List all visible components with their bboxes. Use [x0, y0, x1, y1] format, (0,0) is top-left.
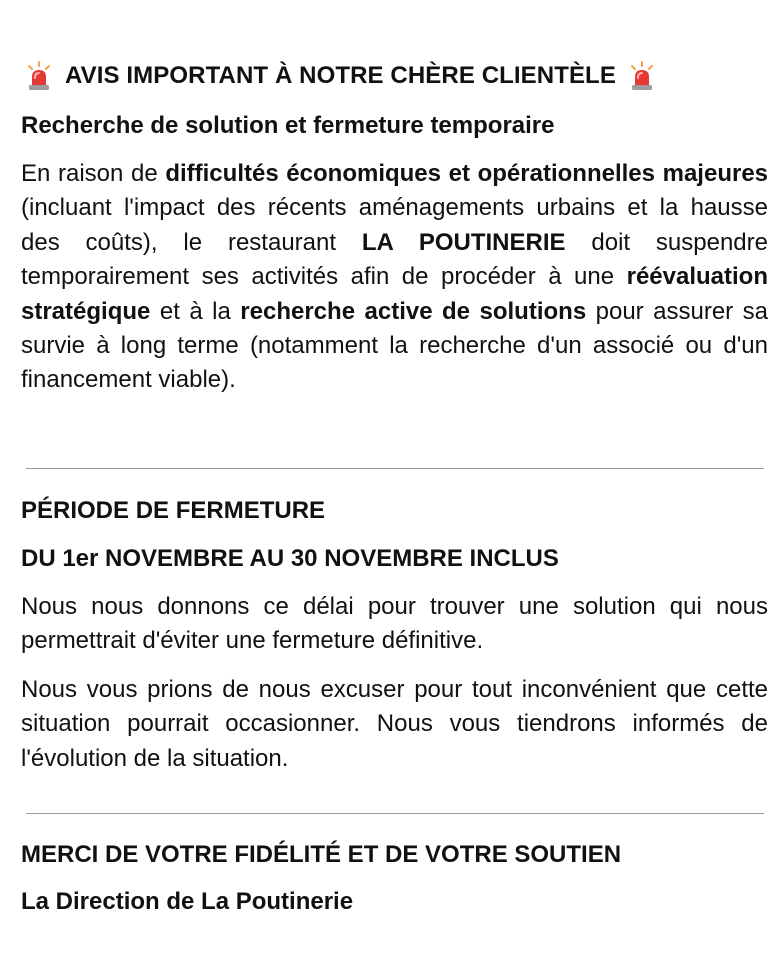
apology-paragraph: Nous vous prions de nous excuser pour tout inconvénient que cette situation pourrait occasionner. Nous vous tiendrons informés de l'évolution de la situation. [21, 676, 768, 772]
notice-subtitle: Recherche de solution et fermeture temporaire [21, 112, 555, 139]
intro-text: En raison de [21, 160, 166, 187]
intro-text: (incluant l'impact des récents aménagements urbains et la hausse des coûts), le restaurant [21, 194, 768, 256]
siren-icon [629, 61, 655, 91]
closure-heading: PÉRIODE DE FERMETURE [21, 497, 326, 524]
intro-text: pour assurer sa survie à long terme (notamment la recherche d'un associé ou d'un financement viable). [21, 297, 768, 394]
siren-icon [26, 61, 52, 91]
intro-bold: recherche active de solutions [240, 297, 587, 325]
divider [26, 468, 764, 469]
intro-bold: réévaluation stratégique [21, 263, 768, 325]
signature: La Direction de La Poutinerie [21, 888, 354, 915]
closure-dates: DU 1er NOVEMBRE AU 30 NOVEMBRE INCLUS [21, 545, 559, 572]
intro-bold: difficultés économiques et opérationnelles majeures [165, 160, 769, 187]
thanks-heading: MERCI DE VOTRE FIDÉLITÉ ET DE VOTRE SOUTIEN [21, 841, 622, 868]
closure-paragraph: Nous nous donnons ce délai pour trouver une solution qui nous permettrait d'éviter une fermeture définitive. [21, 593, 768, 655]
restaurant-name: LA POUTINERIE [361, 228, 566, 256]
divider [26, 813, 764, 814]
intro-text: et à la [150, 297, 241, 325]
intro-text: doit suspendre temporairement ses activités afin de procéder à une [21, 228, 768, 291]
intro-paragraph [21, 157, 768, 398]
title-row [26, 58, 655, 94]
notice-title: AVIS IMPORTANT À NOTRE CHÈRE CLIENTÈLE [65, 62, 616, 89]
